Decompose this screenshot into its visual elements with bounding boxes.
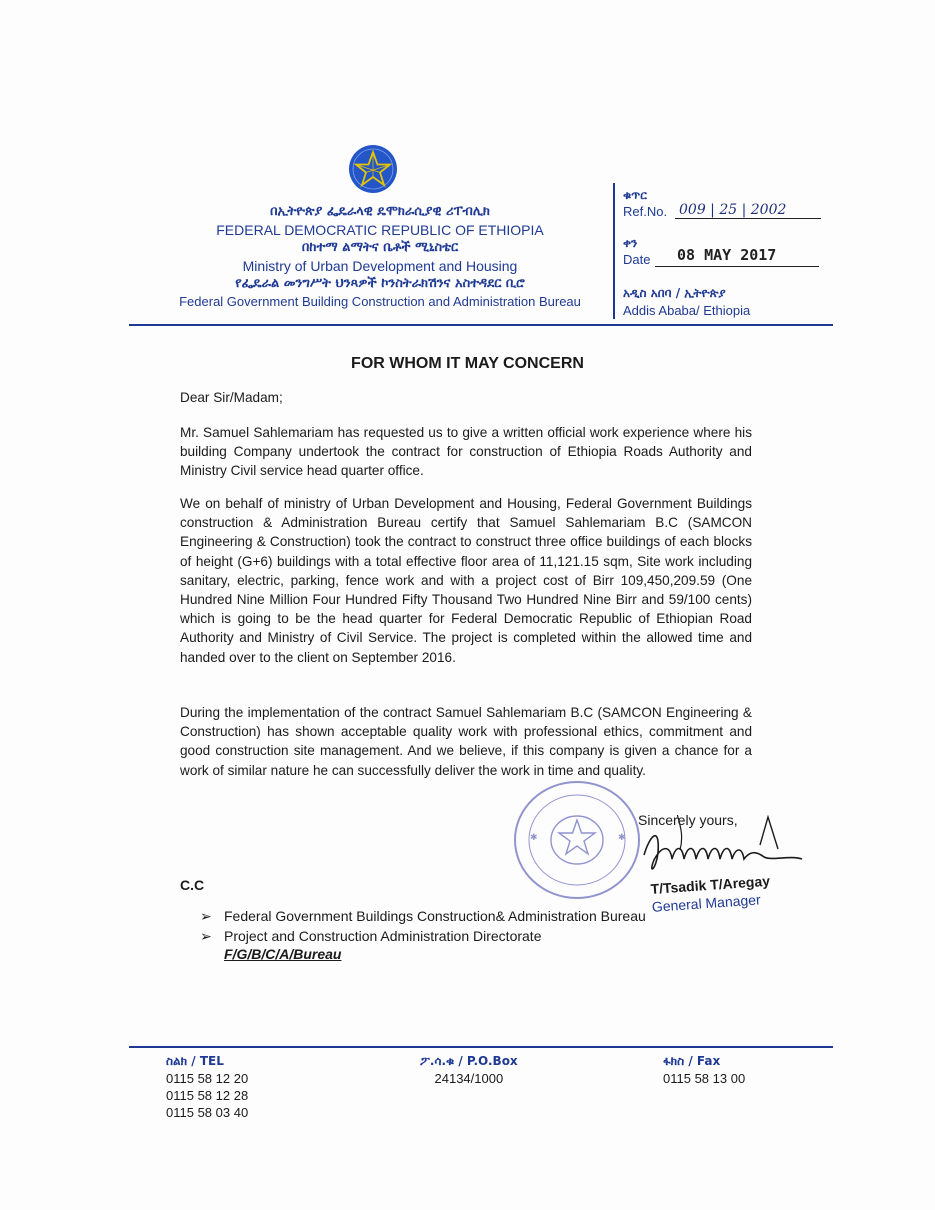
- date-label: Date: [623, 252, 651, 267]
- salutation: Dear Sir/Madam;: [180, 390, 283, 405]
- paragraph-3: During the implementation of the contract Samuel Sahlemariam B.C (SAMCON Engineering & Construction) has shown acceptable quality work with professional ethics, commitment and good construction site management. And we believe, if this company is given a chance for a work of similar nature he can successfully deliver the work in time and quality.: [180, 705, 752, 778]
- footer-rule: [129, 1046, 833, 1048]
- bureau-amharic: የፌዴራል መንግሥት ህንጻዎች ኮንስትራክሽንና አስተዳደር ቢሮ: [235, 276, 525, 291]
- paragraph-1: Mr. Samuel Sahlemariam has requested us to give a written official work experience where his building Company undertook the contract for construction of Ethiopia Roads Authority and Ministry Civil service head quarter office.: [180, 425, 752, 479]
- signer-title: General Manager: [651, 891, 762, 915]
- republic-name: FEDERAL DEMOCRATIC REPUBLIC OF ETHIOPIA: [216, 222, 544, 238]
- footer-tel: [166, 1053, 248, 1121]
- signer-block: [650, 872, 772, 916]
- city: Addis Ababa/ Ethiopia: [623, 303, 751, 318]
- ministry-name: Ministry of Urban Development and Housing: [242, 258, 518, 274]
- tel-number: 0115 58 12 20: [166, 1071, 249, 1086]
- cc-reference: F/G/B/C/A/Bureau: [224, 946, 342, 962]
- official-seal-icon: [510, 778, 645, 903]
- ref-label: Ref.No.: [623, 204, 668, 219]
- signer-name: T/Tsadik T/Aregay: [650, 872, 771, 897]
- date-line: [655, 266, 819, 267]
- header-rule: [129, 324, 833, 326]
- closing: Sincerely yours,: [638, 812, 738, 828]
- letterhead: [160, 203, 600, 311]
- date-label-amharic: ቀን: [623, 236, 638, 250]
- fax-label: ፋክስ / Fax: [663, 1054, 721, 1068]
- tel-number: 0115 58 03 40: [166, 1105, 249, 1120]
- city-amharic: አዲስ አበባ / ኢትዮጵያ: [623, 286, 726, 300]
- footer-fax: [663, 1053, 745, 1087]
- date-value: 08 MAY 2017: [677, 246, 777, 264]
- ref-line: [675, 218, 821, 219]
- ethiopia-emblem-icon: [348, 144, 398, 194]
- arrow-bullet-icon: ➢: [200, 928, 212, 944]
- bureau-name: Federal Government Building Construction and Administration Bureau: [179, 294, 581, 309]
- ministry-amharic: በከተማ ልማትና ቤቶች ሚኒስቴር: [301, 240, 459, 255]
- ref-number: 009 | 25 | 2002: [679, 202, 787, 218]
- fax-number: 0115 58 13 00: [663, 1071, 746, 1086]
- svg-text:✱: ✱: [530, 833, 538, 843]
- republic-amharic: በኢትዮጵያ ፌዴራላዊ ዴሞክራሲያዊ ሪፐብሊክ: [270, 204, 490, 219]
- tel-number: 0115 58 12 28: [166, 1088, 249, 1103]
- svg-text:✱: ✱: [618, 833, 626, 843]
- pobox-number: 24134/1000: [434, 1071, 504, 1086]
- header-divider: [613, 183, 615, 319]
- cc-label: C.C: [180, 877, 205, 893]
- pobox-label: ፖ.ሳ.ቁ / P.O.Box: [420, 1054, 518, 1068]
- cc-list: [200, 906, 646, 946]
- letter-title: FOR WHOM IT MAY CONCERN: [351, 355, 584, 372]
- cc-item-text: Federal Government Buildings Construction& Administration Bureau: [224, 908, 646, 924]
- arrow-bullet-icon: ➢: [200, 908, 212, 924]
- cc-item: [200, 926, 646, 946]
- cc-item-text: Project and Construction Administration Directorate: [224, 928, 542, 944]
- paragraph-2: We on behalf of ministry of Urban Development and Housing, Federal Government Buildings construction & Administration Bureau certify that Samuel Sahlemariam B.C (SAMCON Engineering & Construction) took the contract to construct three office buildings of each blocks of height (G+6) buildings with a total effective floor area of 11,121.15 sqm, Site work including sanitary, electric, parking, fence work and with a project cost of Birr 109,450,209.59 (One Hundred Nine Million Four Hundred Fifty Thousand Two Hundred Nine Birr and 59/100 cents) which is going to be the head quarter for Federal Democratic Republic of Ethiopian Road Authority and Ministry of Civil Service. The project is completed within the allowed time and handed over to the client on September 2016.: [180, 496, 752, 665]
- cc-item: [200, 906, 646, 926]
- footer-pobox: [420, 1053, 518, 1087]
- ref-label-amharic: ቁጥር: [623, 188, 647, 202]
- tel-label: ስልክ / TEL: [166, 1054, 224, 1068]
